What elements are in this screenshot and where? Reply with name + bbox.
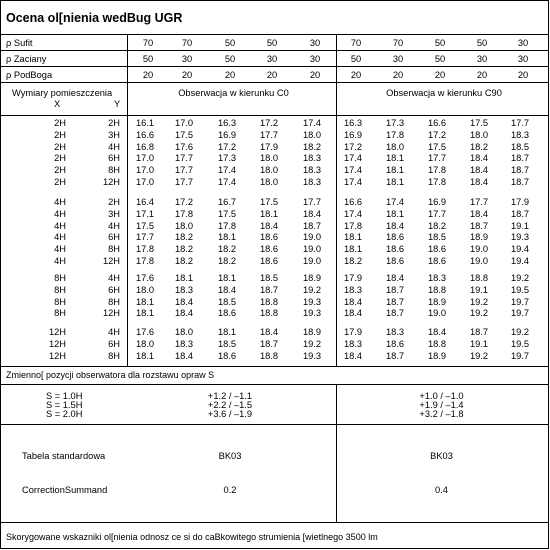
ugr-value: 17.3 [218, 153, 237, 164]
room-x: 8H [54, 296, 66, 307]
ugr-value: 18.7 [511, 208, 530, 219]
ugr-value: 18.4 [386, 273, 405, 283]
room-y: 4H [108, 327, 120, 337]
ugr-value: 17.9 [260, 141, 279, 152]
ugr-value: 18.6 [386, 338, 405, 349]
y-label: Y [114, 99, 121, 109]
ugr-value: 18.3 [428, 273, 447, 283]
ugr-value: 18.9 [303, 273, 322, 283]
reflectance-value: 20 [392, 70, 404, 80]
ugr-value: 18.2 [344, 256, 363, 266]
room-y: 2H [108, 118, 120, 128]
ugr-value: 18.4 [175, 308, 194, 319]
reflectance-value: 70 [350, 38, 362, 48]
ugr-value: 17.5 [136, 220, 155, 231]
obs-c0-label: Obserwacja w kierunku C0 [178, 88, 289, 98]
reflectance-value: 30 [392, 54, 404, 64]
ugr-value: 19.5 [511, 338, 530, 349]
ugr-value: 19.7 [511, 350, 530, 361]
reflectance-value: 70 [181, 38, 193, 48]
col-divider [336, 384, 337, 522]
ugr-value: 18.2 [175, 232, 194, 243]
ugr-value: 17.0 [136, 177, 155, 187]
room-x: 2H [54, 153, 66, 164]
ugr-value: 18.0 [175, 220, 194, 231]
ugr-value: 18.6 [260, 244, 279, 255]
ugr-value: 17.9 [344, 327, 363, 337]
ugr-value: 17.7 [428, 208, 447, 219]
variation-c90: +1.0 / –1.0 [419, 391, 464, 401]
ugr-value: 17.8 [386, 129, 405, 140]
title-divider [0, 34, 549, 35]
room-y: 12H [102, 308, 120, 319]
correction-label: CorrectionSummand [22, 485, 108, 495]
ugr-value: 17.6 [136, 327, 155, 337]
ugr-value: 19.5 [511, 284, 530, 295]
ugr-value: 17.7 [303, 197, 322, 207]
ugr-value: 18.6 [386, 256, 405, 266]
ugr-value: 18.3 [303, 177, 322, 187]
ugr-value: 17.8 [428, 177, 447, 187]
ugr-value: 19.0 [428, 308, 447, 319]
ugr-value: 18.3 [511, 129, 530, 140]
ugr-value: 17.5 [428, 141, 447, 152]
ugr-value: 18.0 [470, 129, 489, 140]
ugr-value: 17.4 [344, 208, 363, 219]
reflectance-value: 20 [181, 70, 193, 80]
variation-c0: +2.2 / –1.5 [207, 400, 253, 410]
ugr-value: 18.8 [260, 308, 279, 319]
reflectance-value: 70 [142, 38, 154, 48]
ugr-value: 16.4 [136, 197, 155, 207]
room-y: 6H [108, 232, 120, 243]
ugr-value: 18.4 [386, 220, 405, 231]
variation-title: Zmienno[ pozycji obserwatora dla rozstawu opraw S [6, 370, 215, 380]
room-x: 2H [54, 118, 66, 128]
ugr-value: 19.3 [303, 296, 322, 307]
ugr-value: 17.8 [136, 244, 155, 255]
ugr-value: 18.4 [175, 350, 194, 361]
ugr-value: 17.7 [470, 197, 489, 207]
room-x: 12H [48, 338, 66, 349]
variation-divider [0, 384, 549, 385]
ugr-value: 17.8 [344, 220, 363, 231]
standard-label: Tabela standardowa [22, 451, 106, 461]
ugr-value: 19.0 [470, 256, 489, 266]
ugr-value: 18.2 [218, 256, 237, 266]
ugr-value: 19.2 [470, 308, 489, 319]
reflectance-value: 30 [309, 38, 321, 48]
room-y: 2H [108, 197, 120, 207]
ugr-value: 19.7 [511, 296, 530, 307]
ugr-value: 18.6 [386, 232, 405, 243]
room-y: 6H [108, 153, 120, 164]
row-divider [0, 82, 549, 83]
reflectance-value: 50 [350, 54, 362, 64]
ugr-value: 18.4 [260, 220, 279, 231]
room-x: 4H [54, 208, 66, 219]
room-x: 8H [54, 284, 66, 295]
room-y: 4H [108, 273, 120, 283]
ugr-value: 17.7 [175, 153, 194, 164]
ugr-value: 18.4 [344, 350, 363, 361]
room-y: 12H [102, 256, 120, 266]
ugr-value: 18.4 [470, 177, 489, 187]
ugr-value: 18.6 [260, 232, 279, 243]
ugr-value: 19.0 [470, 244, 489, 255]
ugr-value: 18.9 [428, 296, 447, 307]
ugr-value: 18.4 [428, 327, 447, 337]
ugr-value: 18.9 [428, 350, 447, 361]
ugr-value: 16.9 [218, 129, 237, 140]
ugr-value: 18.9 [470, 232, 489, 243]
footer-note: Skorygowane wskazniki ol[nienia odnosz ce si do caBkowitego strumienia [wietlnego 3500 lm [6, 532, 378, 542]
ugr-value: 18.5 [260, 273, 279, 283]
room-y: 6H [108, 284, 120, 295]
ugr-value: 16.3 [218, 118, 237, 128]
ugr-value: 18.1 [344, 244, 363, 255]
ugr-value: 18.5 [218, 338, 237, 349]
ugr-value: 17.5 [470, 118, 489, 128]
row-divider [0, 50, 549, 51]
correction-c90: 0.4 [435, 485, 448, 495]
ugr-value: 17.4 [386, 197, 405, 207]
ugr-value: 17.3 [386, 118, 405, 128]
ugr-value: 17.4 [218, 177, 237, 187]
room-x: 4H [54, 256, 66, 266]
reflectance-value: 20 [142, 70, 154, 80]
ugr-value: 16.3 [344, 118, 363, 128]
ugr-value: 19.2 [303, 338, 322, 349]
ugr-value: 17.9 [344, 273, 363, 283]
room-x: 4H [54, 220, 66, 231]
ugr-value: 18.1 [386, 177, 405, 187]
ugr-value: 18.7 [386, 296, 405, 307]
spacing-label: S = 2.0H [46, 409, 83, 419]
variation-c90: +3.2 / –1.8 [419, 409, 464, 419]
room-y: 8H [108, 296, 120, 307]
reflectance-value: 20 [224, 70, 236, 80]
ugr-value: 18.1 [218, 327, 237, 337]
reflectance-value: 50 [224, 54, 236, 64]
ugr-value: 18.3 [344, 284, 363, 295]
ugr-value: 18.4 [344, 308, 363, 319]
ugr-value: 17.2 [218, 141, 237, 152]
ugr-value: 18.4 [470, 165, 489, 176]
reflectance-value: 30 [517, 38, 529, 48]
ugr-value: 17.4 [303, 118, 322, 128]
ugr-value: 19.1 [470, 338, 489, 349]
ugr-value: 17.6 [175, 141, 194, 152]
ugr-value: 16.6 [136, 129, 155, 140]
col-divider [336, 34, 337, 366]
reflectance-value: 30 [181, 54, 193, 64]
ugr-value: 18.2 [428, 220, 447, 231]
ugr-value: 18.7 [511, 165, 530, 176]
ugr-value: 18.7 [386, 308, 405, 319]
ugr-value: 18.1 [218, 273, 237, 283]
ugr-value: 17.8 [428, 165, 447, 176]
reflectance-value: 50 [142, 54, 154, 64]
ugr-value: 18.8 [260, 350, 279, 361]
reflectance-value: 30 [266, 54, 278, 64]
ugr-value: 18.3 [303, 153, 322, 164]
ugr-value: 18.0 [260, 153, 279, 164]
reflectance-label: ρ Sufit [6, 38, 33, 48]
ugr-value: 19.2 [303, 284, 322, 295]
variation-c0: +1.2 / –1.1 [207, 391, 253, 401]
reflectance-label: ρ Zaciany [6, 54, 47, 64]
reflectance-value: 50 [224, 38, 236, 48]
room-x: 12H [48, 327, 66, 337]
ugr-value: 18.4 [175, 296, 194, 307]
ugr-value: 19.0 [303, 244, 322, 255]
ugr-value: 18.8 [428, 338, 447, 349]
ugr-value: 18.5 [218, 296, 237, 307]
ugr-value: 19.2 [470, 350, 489, 361]
ugr-value: 17.1 [136, 208, 155, 219]
reflectance-value: 30 [517, 54, 529, 64]
ugr-value: 19.4 [511, 256, 530, 266]
ugr-value: 19.0 [303, 256, 322, 266]
ugr-value: 19.1 [470, 284, 489, 295]
ugr-value: 17.2 [175, 197, 194, 207]
ugr-value: 18.8 [470, 273, 489, 283]
ugr-value: 17.8 [136, 256, 155, 266]
ugr-value: 18.4 [260, 327, 279, 337]
ugr-value: 18.1 [386, 165, 405, 176]
ugr-value: 17.9 [511, 197, 530, 207]
ugr-value: 18.7 [260, 284, 279, 295]
ugr-value: 18.4 [470, 208, 489, 219]
ugr-value: 19.3 [303, 350, 322, 361]
ugr-value: 18.4 [303, 208, 322, 219]
reflectance-value: 20 [309, 70, 321, 80]
ugr-value: 18.7 [470, 327, 489, 337]
reflectance-value: 20 [476, 70, 488, 80]
row-divider [0, 66, 549, 67]
ugr-value: 18.1 [175, 273, 194, 283]
ugr-value: 18.0 [260, 165, 279, 176]
ugr-value: 16.7 [218, 197, 237, 207]
x-label: X [54, 99, 61, 109]
ugr-value: 18.1 [136, 350, 155, 361]
reflectance-value: 30 [476, 54, 488, 64]
ugr-value: 18.5 [511, 141, 530, 152]
reflectance-value: 50 [434, 38, 446, 48]
room-x: 2H [54, 129, 66, 140]
room-x: 2H [54, 177, 66, 187]
ugr-value: 18.6 [428, 244, 447, 255]
reflectance-value: 20 [434, 70, 446, 80]
ugr-value: 19.2 [470, 296, 489, 307]
ugr-value: 18.7 [511, 177, 530, 187]
ugr-value: 17.8 [175, 208, 194, 219]
ugr-value: 18.7 [303, 220, 322, 231]
ugr-value: 18.6 [386, 244, 405, 255]
ugr-value: 18.3 [175, 338, 194, 349]
ugr-value: 18.0 [136, 338, 155, 349]
ugr-value: 17.5 [260, 197, 279, 207]
ugr-value: 19.3 [303, 308, 322, 319]
ugr-value: 17.4 [344, 153, 363, 164]
ugr-value: 18.7 [386, 350, 405, 361]
ugr-value: 16.9 [428, 197, 447, 207]
ugr-value: 17.0 [136, 153, 155, 164]
ugr-value: 18.2 [175, 256, 194, 266]
ugr-value: 17.8 [218, 220, 237, 231]
ugr-value: 18.1 [136, 308, 155, 319]
ugr-value: 17.5 [175, 129, 194, 140]
room-y: 3H [108, 208, 120, 219]
room-x: 8H [54, 273, 66, 283]
page-title: Ocena ol[nienia wedBug UGR [6, 11, 183, 25]
ugr-value: 19.2 [511, 273, 530, 283]
ugr-value: 17.2 [428, 129, 447, 140]
ugr-value: 18.6 [260, 256, 279, 266]
standard-c90: BK03 [430, 451, 453, 461]
ugr-value: 18.2 [218, 244, 237, 255]
variation-bottom-divider [0, 424, 549, 425]
room-x: 2H [54, 141, 66, 152]
ugr-value: 16.8 [136, 141, 155, 152]
obs-c90-label: Obserwacja w kierunku C90 [386, 88, 502, 98]
ugr-value: 18.6 [428, 256, 447, 266]
variation-c90: +1.9 / –1.4 [419, 400, 464, 410]
room-x: 2H [54, 165, 66, 176]
ugr-value: 18.8 [260, 296, 279, 307]
ugr-value: 17.0 [136, 165, 155, 176]
reflectance-value: 50 [476, 38, 488, 48]
ugr-value: 17.4 [344, 165, 363, 176]
footer-divider [0, 522, 549, 523]
spacing-label: S = 1.5H [46, 400, 83, 410]
ugr-value: 18.0 [136, 284, 155, 295]
ugr-value: 18.8 [428, 284, 447, 295]
ugr-value: 18.7 [260, 338, 279, 349]
ugr-value: 18.5 [428, 232, 447, 243]
ugr-value: 19.1 [511, 220, 530, 231]
ugr-value: 16.9 [344, 129, 363, 140]
room-y: 4H [108, 220, 120, 231]
room-y: 6H [108, 338, 120, 349]
room-y: 8H [108, 165, 120, 176]
correction-c0: 0.2 [223, 485, 237, 495]
ugr-value: 19.0 [303, 232, 322, 243]
ugr-value: 18.3 [175, 284, 194, 295]
data-divider [0, 366, 549, 367]
ugr-value: 18.0 [303, 129, 322, 140]
standard-c0: BK03 [218, 451, 242, 461]
ugr-value: 18.4 [344, 296, 363, 307]
room-y: 8H [108, 350, 120, 361]
ugr-value: 18.3 [386, 327, 405, 337]
ugr-value: 18.1 [386, 153, 405, 164]
reflectance-value: 20 [517, 70, 529, 80]
ugr-value: 17.5 [218, 208, 237, 219]
ugr-value: 17.7 [175, 165, 194, 176]
ugr-value: 18.3 [344, 338, 363, 349]
ugr-value: 18.6 [218, 350, 237, 361]
variation-c0: +3.6 / –1.9 [207, 409, 253, 419]
room-x: 4H [54, 232, 66, 243]
col-divider [127, 34, 128, 366]
ugr-value: 17.7 [136, 232, 155, 243]
ugr-value: 16.1 [136, 118, 155, 128]
ugr-value: 17.4 [218, 165, 237, 176]
ugr-value: 18.1 [260, 208, 279, 219]
ugr-value: 19.3 [511, 232, 530, 243]
reflectance-value: 50 [266, 38, 278, 48]
room-x: 4H [54, 197, 66, 207]
ugr-value: 18.1 [218, 232, 237, 243]
ugr-value: 18.7 [386, 284, 405, 295]
ugr-value: 17.2 [344, 141, 363, 152]
ugr-value: 17.7 [511, 118, 530, 128]
reflectance-label: ρ PodBoga [6, 70, 53, 80]
ugr-value: 19.7 [511, 308, 530, 319]
room-x: 8H [54, 308, 66, 319]
ugr-value: 18.0 [175, 327, 194, 337]
ugr-value: 18.7 [470, 220, 489, 231]
header-divider [0, 115, 549, 116]
spacing-label: S = 1.0H [46, 391, 83, 401]
ugr-value: 17.7 [260, 129, 279, 140]
room-x: 12H [48, 350, 66, 361]
ugr-value: 18.7 [511, 153, 530, 164]
ugr-value: 18.1 [344, 232, 363, 243]
ugr-value: 18.2 [303, 141, 322, 152]
ugr-value: 19.4 [511, 244, 530, 255]
room-y: 8H [108, 244, 120, 255]
ugr-value: 17.0 [175, 118, 194, 128]
ugr-value: 18.0 [260, 177, 279, 187]
reflectance-value: 70 [392, 38, 404, 48]
reflectance-value: 20 [266, 70, 278, 80]
reflectance-value: 20 [350, 70, 362, 80]
room-y: 12H [102, 177, 120, 187]
ugr-value: 16.6 [344, 197, 363, 207]
dimensions-label: Wymiary pomieszczenia [12, 88, 113, 98]
ugr-value: 18.2 [470, 141, 489, 152]
ugr-value: 18.9 [303, 327, 322, 337]
ugr-value: 17.7 [175, 177, 194, 187]
ugr-value: 17.2 [260, 118, 279, 128]
ugr-value: 18.4 [470, 153, 489, 164]
ugr-value: 18.2 [175, 244, 194, 255]
ugr-value: 17.7 [428, 153, 447, 164]
ugr-value: 17.4 [344, 177, 363, 187]
reflectance-value: 50 [434, 54, 446, 64]
room-y: 3H [108, 129, 120, 140]
ugr-value: 18.6 [218, 308, 237, 319]
ugr-value: 17.6 [136, 273, 155, 283]
ugr-value: 18.3 [303, 165, 322, 176]
room-y: 4H [108, 141, 120, 152]
ugr-value: 18.1 [136, 296, 155, 307]
ugr-value: 19.2 [511, 327, 530, 337]
ugr-value: 18.0 [386, 141, 405, 152]
ugr-value: 18.1 [386, 208, 405, 219]
ugr-value: 18.4 [218, 284, 237, 295]
reflectance-value: 30 [309, 54, 321, 64]
ugr-value: 16.6 [428, 118, 447, 128]
room-x: 4H [54, 244, 66, 255]
